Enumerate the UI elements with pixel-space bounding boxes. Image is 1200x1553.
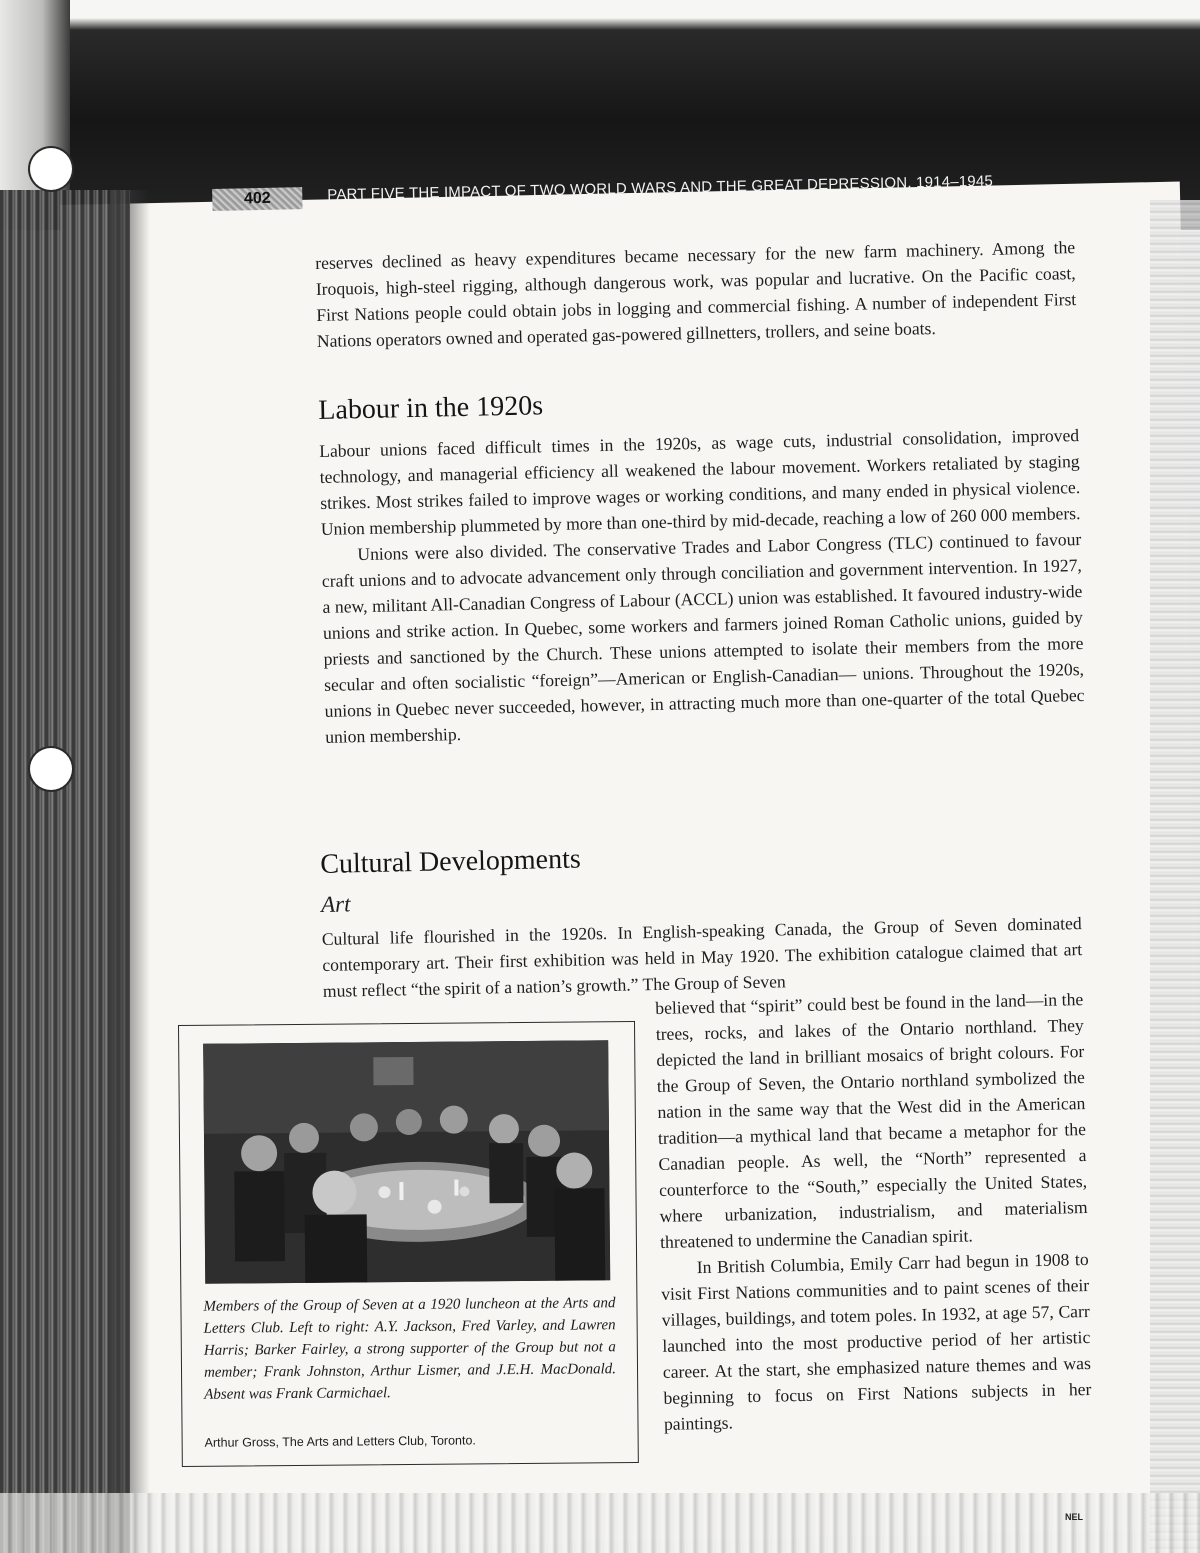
labour-paragraph-1: Labour unions faced difficult times in the 1920s, as wage cuts, industrial consolidation, improved technology, and managerial efficiency all weakened the labour movement. Workers retaliated by staging strikes. Most strikes failed to improve wages or working conditions, and many ended in physical violence. Union membership plummeted by more than one-third by mid-decade, reaching a low of 260 000 members. <box>319 425 1081 539</box>
punch-hole-top <box>30 148 72 190</box>
emily-carr-paragraph: In British Columbia, Emily Carr had begun in 1908 to visit First Nations communities and to paint scenes of their villages, buildings, and totem poles. In 1932, at age 57, Carr launched into the most productive period of her artistic career. At the start, she emphasized nature themes and was beginning to focus on First Nations subjects in her paintings. <box>661 1248 1092 1434</box>
cultural-heading: Cultural Developments <box>319 843 582 880</box>
group-of-seven-photo <box>203 1040 610 1284</box>
punch-hole-middle <box>30 748 72 790</box>
intro-paragraph: reserves declined as heavy expenditures became necessary for the new farm machinery. Among the Iroquois, high-steel rigging, although dangerous work, was popular and lucrative. On the Pacific coast, First Nations people could obtain jobs in logging and commercial fishing. A number of independent First Nations operators owned and operated gas-powered gillnetters, trollers, and seine boats. <box>315 237 1077 351</box>
bottom-page-edge <box>0 1493 1200 1553</box>
cultural-section <box>320 836 1083 1004</box>
art-subheading: Art <box>320 891 351 917</box>
art-lead-paragraph: Cultural life flourished in the 1920s. In English-speaking Canada, the Group of Seven dominated contemporary art. Their first exhibition was held in May 1920. The exhibition catalogue claimed that art must reflect “the spirit of a nation’s growth.” The Group of Seven <box>321 913 1083 1001</box>
figure-caption: Members of the Group of Seven at a 1920 luncheon at the Arts and Letters Club. Left to right: A.Y. Jackson, Fred Varley, and Lawren Harris; Barker Fairley, a strong supporter of the Group but not a member; Frank Johnston, Arthur Lismer, and J.E.H. MacDonald. Absent was Frank Carmichael. <box>203 1295 617 1403</box>
main-text-column <box>315 234 1085 750</box>
binding-shadow <box>110 190 150 1553</box>
figure-box <box>178 1021 639 1467</box>
labour-heading: Labour in the 1920s <box>318 390 544 426</box>
figure-credit: Arthur Gross, The Arts and Letters Club, Toronto. <box>204 1433 476 1450</box>
art-continuation-paragraph: believed that “spirit” could best be found in the land—in the trees, rocks, and lakes of the Ontario northland. They depicted the land in brilliant mosaics of bright colours. For the Group of Seven, the Ontario northland symbolized the nation in the same way that the West did in the American tradition—a mythical land that became a metaphor for the Canadian people. As well, the “North” represented a counterforce to the “South,” especially the United States, where urbanization, industrialism, and materialism threatened to undermine the Canadian spirit. <box>655 989 1088 1252</box>
page-number: 402 <box>212 187 302 211</box>
labour-paragraph-2: Unions were also divided. The conservative Trades and Labor Congress (TLC) continued to favour craft unions and to advocate advancement only through conciliation and government intervention. In 1927, a new, militant All-Canadian Congress of Labour (ACCL) union was established. It favoured industry-wide unions and strike action. In Quebec, some workers and farmers joined Roman Catholic unions, guided by priests and sanctioned by the Church. These unions attempted to isolate their members from the more secular and often socialistic “foreign”—American or English-Canadian— unions. Throughout the 1920s, unions in Quebec never succeeded, however, in attracting much more than one-quarter of the total Quebec union membership. <box>321 529 1085 747</box>
right-page-edge <box>1150 200 1200 1553</box>
publisher-mark: NEL <box>1065 1512 1083 1522</box>
running-head-text: PART FIVE THE IMPACT OF TWO WORLD WARS AND THE GREAT DEPRESSION, 1914–1945 <box>327 172 994 204</box>
art-right-column <box>655 986 1092 1437</box>
